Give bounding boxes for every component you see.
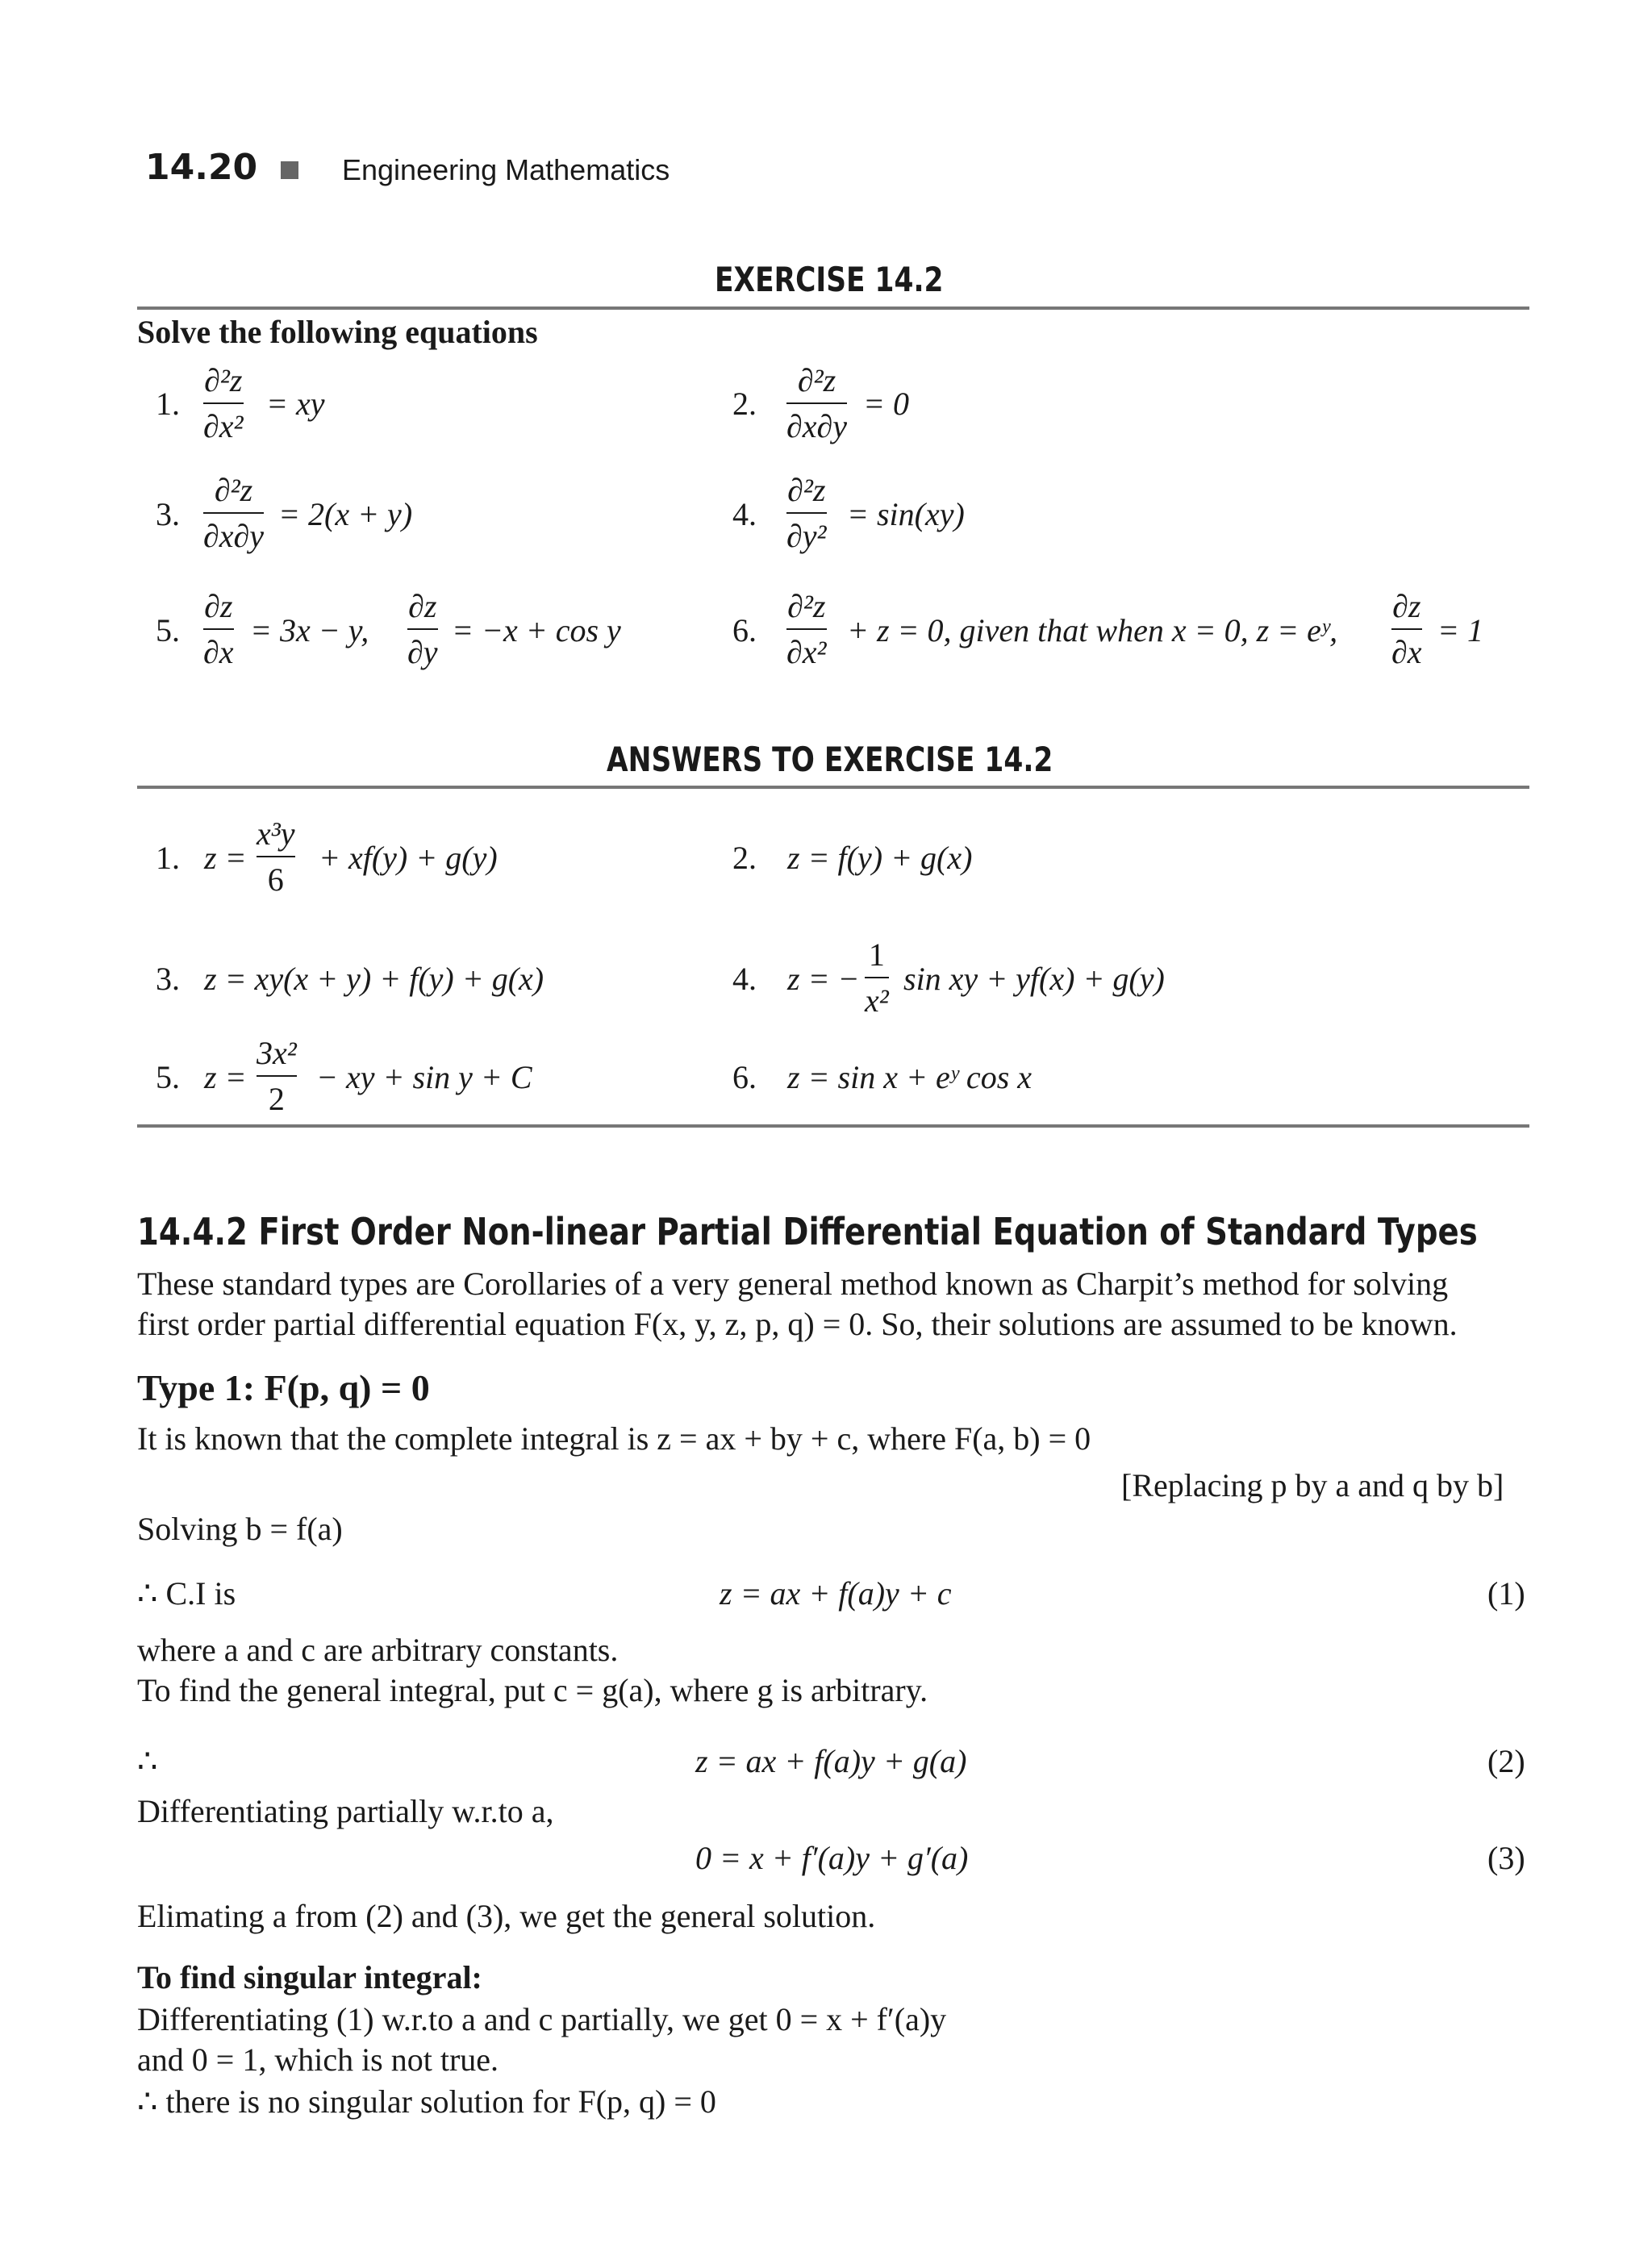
where-line: where a and c are arbitrary constants.	[137, 1632, 619, 1668]
therefore-symbol: ∴	[137, 1743, 158, 1779]
fraction	[1391, 587, 1422, 671]
item-number: 3.	[156, 496, 180, 532]
ci-label: ∴ C.I is	[137, 1575, 236, 1612]
numerator: ∂²z	[797, 362, 836, 398]
item-number: 3.	[156, 961, 180, 997]
exercise-heading: EXERCISE 14.2	[715, 260, 944, 299]
intro-line-2: first order partial differential equation F(x, y, z, p, q) = 0. So, their solutions are assumed to be known.	[137, 1306, 1458, 1342]
fraction	[786, 587, 827, 671]
answer-rhs: sin xy + yf(x) + g(y)	[903, 961, 1165, 997]
item-number: 1.	[156, 386, 180, 422]
denominator: ∂x²	[786, 634, 827, 670]
equation-1: z = ax + f(a)y + c	[720, 1575, 952, 1612]
singular-heading: To find singular integral:	[137, 1959, 482, 1995]
singular-line-2: and 0 = 1, which is not true.	[137, 2041, 499, 2078]
item-number: 4.	[732, 961, 757, 997]
denominator: ∂x	[203, 634, 234, 670]
denominator: ∂y²	[786, 518, 827, 554]
numerator: ∂²z	[787, 588, 826, 624]
denominator: ∂x∂y	[203, 518, 265, 554]
denominator: 2	[268, 1081, 285, 1117]
answer-lhs: z =	[204, 1059, 247, 1095]
numerator: ∂²z	[787, 472, 826, 508]
fraction	[786, 471, 827, 555]
type-heading: Type 1: F(p, q) = 0	[137, 1367, 430, 1408]
equation-rhs: = 3x − y,	[250, 612, 369, 648]
fraction	[257, 1034, 297, 1118]
header-square-icon	[281, 161, 298, 179]
intro-line-1: These standard types are Corollaries of a very general method known as Charpit’s method for solving	[137, 1266, 1449, 1302]
answer-rhs: + xf(y) + g(y)	[319, 840, 498, 876]
section-heading: 14.4.2 First Order Non-linear Partial Differential Equation of Standard Types	[137, 1210, 1478, 1253]
page-number: 14.20	[145, 147, 258, 188]
equation-rhs: + z = 0, given that when x = 0, z = eʸ,	[847, 612, 1338, 648]
item-number: 5.	[156, 612, 180, 648]
denominator: ∂y	[407, 634, 438, 670]
item-number: 5.	[156, 1059, 180, 1095]
answer-text: z = sin x + eʸ cos x	[787, 1059, 1032, 1095]
answer-lhs: z = −	[787, 961, 860, 997]
complete-integral-line: It is known that the complete integral is z = ax + by + c, where F(a, b) = 0	[137, 1420, 1091, 1457]
general-integral-line: To find the general integral, put c = g(a), where g is arbitrary.	[137, 1672, 928, 1708]
fraction	[257, 815, 295, 899]
fraction	[203, 587, 234, 671]
item-number: 4.	[732, 496, 757, 532]
equation-2: z = ax + f(a)y + g(a)	[695, 1743, 967, 1779]
fraction	[865, 936, 889, 1020]
denominator: x²	[865, 982, 889, 1019]
item-number: 2.	[732, 386, 757, 422]
exercise-instruction: Solve the following equations	[137, 314, 538, 350]
equation-rhs: = −x + cos y	[452, 612, 621, 648]
fraction	[407, 587, 438, 671]
numerator: 3x²	[257, 1035, 297, 1071]
equation-3-tag: (3)	[1487, 1840, 1525, 1876]
item-number: 6.	[732, 1059, 757, 1095]
answer-lhs: z =	[204, 840, 247, 876]
numerator: ∂z	[1392, 588, 1421, 624]
equation-3: 0 = x + f′(a)y + g′(a)	[695, 1840, 969, 1876]
replacing-note: [Replacing p by a and q by b]	[1121, 1467, 1504, 1503]
equation-rhs: = 2(x + y)	[278, 496, 413, 532]
item-number: 1.	[156, 840, 180, 876]
answer-text: z = f(y) + g(x)	[787, 840, 973, 876]
item-number: 6.	[732, 612, 757, 648]
differentiating-line: Differentiating partially w.r.to a,	[137, 1793, 554, 1829]
equation-rhs: = sin(xy)	[847, 496, 965, 532]
exercise-rule	[137, 306, 1529, 310]
answers-heading: ANSWERS TO EXERCISE 14.2	[607, 740, 1053, 779]
denominator: 6	[267, 861, 284, 898]
book-title: Engineering Mathematics	[342, 153, 670, 186]
answer-text: z = xy(x + y) + f(y) + g(x)	[204, 961, 544, 997]
solving-line: Solving b = f(a)	[137, 1511, 343, 1547]
answer-rhs: − xy + sin y + C	[316, 1059, 532, 1095]
denominator: ∂x²	[203, 408, 244, 444]
numerator: x³y	[257, 815, 295, 852]
equation-1-tag: (1)	[1487, 1575, 1525, 1612]
answers-bottom-rule	[137, 1124, 1529, 1128]
numerator: ∂²z	[204, 362, 243, 398]
equation-rhs: = xy	[266, 386, 325, 422]
numerator: 1	[868, 936, 885, 973]
numerator: ∂z	[204, 588, 233, 624]
answers-rule	[137, 786, 1529, 789]
equation-rhs: = 0	[863, 386, 909, 422]
fraction	[786, 361, 847, 445]
singular-line-1: Differentiating (1) w.r.to a and c partially, we get 0 = x + f′(a)y	[137, 2001, 947, 2037]
equation-2-tag: (2)	[1487, 1743, 1525, 1779]
eliminating-line: Elimating a from (2) and (3), we get the general solution.	[137, 1898, 876, 1934]
denominator: ∂x∂y	[786, 408, 848, 444]
fraction	[203, 471, 264, 555]
numerator: ∂²z	[214, 472, 253, 508]
numerator: ∂z	[408, 588, 437, 624]
singular-line-3: ∴ there is no singular solution for F(p, q) = 0	[137, 2083, 716, 2120]
fraction	[203, 361, 244, 445]
denominator: ∂x	[1391, 634, 1422, 670]
equation-rhs: = 1	[1437, 612, 1483, 648]
item-number: 2.	[732, 840, 757, 876]
